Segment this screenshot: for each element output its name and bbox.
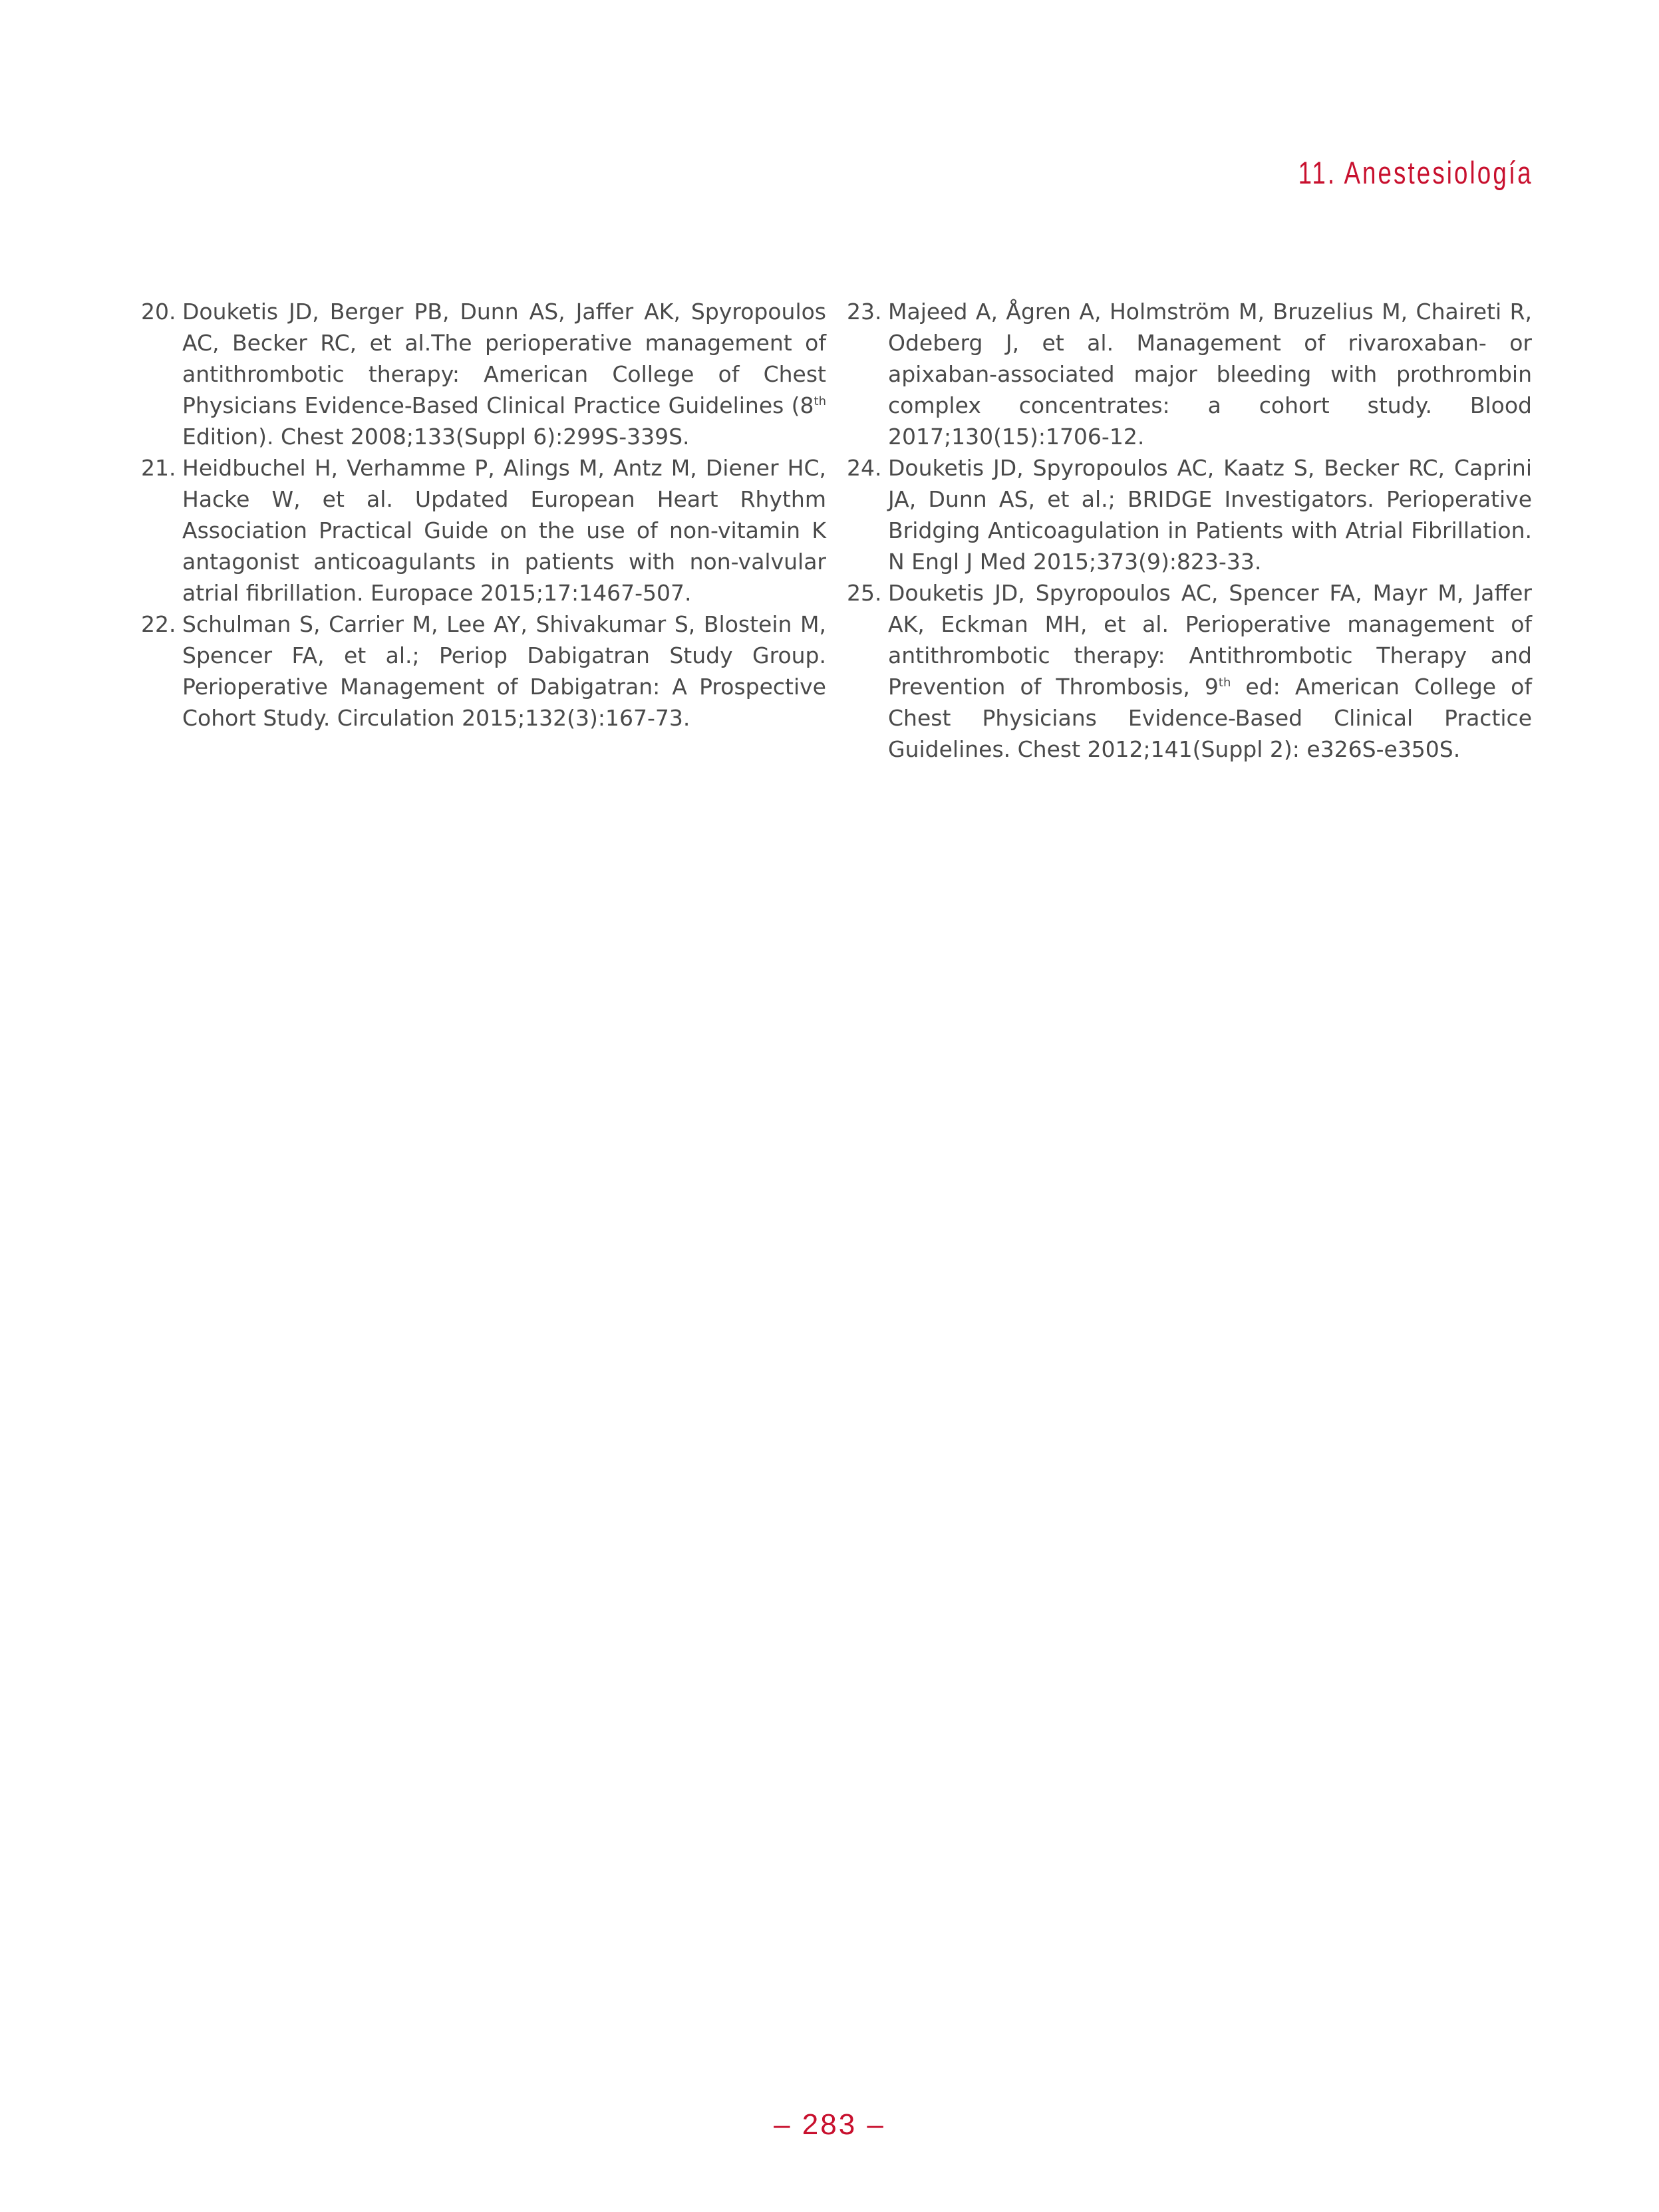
reference-number: 24.: [847, 455, 882, 481]
superscript: th: [814, 394, 826, 408]
reference-item: [847, 296, 1532, 452]
references-column-left: [141, 296, 826, 734]
reference-text: Douketis JD, Spyropoulos AC, Kaatz S, Becker RC, Caprini JA, Dunn AS, et al.; BRIDGE Investigators. Perioperative Bridging Anticoagulation in Patients with Atrial Fibrillation. N Engl J Med 2015;373(9):823-33.: [888, 455, 1532, 575]
reference-item: [141, 452, 826, 609]
reference-number: 20.: [141, 299, 176, 325]
page-number: – 283 –: [774, 2108, 885, 2141]
reference-number: 21.: [141, 455, 176, 481]
references-column-right: [847, 296, 1532, 765]
reference-item: [141, 609, 826, 734]
reference-text: Schulman S, Carrier M, Lee AY, Shivakumar S, Blostein M, Spencer FA, et al.; Periop Dabigatran Study Group. Perioperative Management of Dabigatran: A Prospective Cohort Study. Circulation 2015;132(3):167-73.: [182, 611, 826, 731]
reference-text: Majeed A, Ågren A, Holmström M, Bruzelius M, Chaireti R, Odeberg J, et al. Management of rivaroxaban- or apixaban-associated major bleeding with prothrombin complex concentrates: a cohort study. Blood 2017;130(15):1706-12.: [888, 299, 1532, 450]
reference-number: 22.: [141, 611, 176, 637]
reference-text: Heidbuchel H, Verhamme P, Alings M, Antz M, Diener HC, Hacke W, et al. Updated European Heart Rhythm Association Practical Guide on the use of non-vitamin K antagonist anticoagulants in patients with non-valvular atrial fibrillation. Europace 2015;17:1467-507.: [182, 455, 826, 606]
reference-text: Douketis JD, Berger PB, Dunn AS, Jaffer AK, Spyropoulos AC, Becker RC, et al.The perioperative management of antithrombotic therapy: American College of Chest Physicians Evidence-Based Clinical Practice Guidelines (8th Edition). Chest 2008;133(Suppl 6):299S-339S.: [182, 299, 826, 450]
reference-item: [847, 577, 1532, 765]
reference-item: [141, 296, 826, 452]
superscript: th: [1218, 676, 1231, 690]
reference-number: 25.: [847, 580, 882, 606]
reference-number: 23.: [847, 299, 882, 325]
reference-item: [847, 452, 1532, 577]
chapter-title: 11. Anestesiología: [1298, 155, 1533, 190]
reference-text: Douketis JD, Spyropoulos AC, Spencer FA, Mayr M, Jaffer AK, Eckman MH, et al. Perioperative management of antithrombotic therapy: Antithrombotic Therapy and Prevention of Thrombosis, 9th ed: American College of Chest Physicians Evidence-Based Clinical Practice Guidelines. Chest 2012;141(Suppl 2): e326S-e350S.: [888, 580, 1532, 762]
